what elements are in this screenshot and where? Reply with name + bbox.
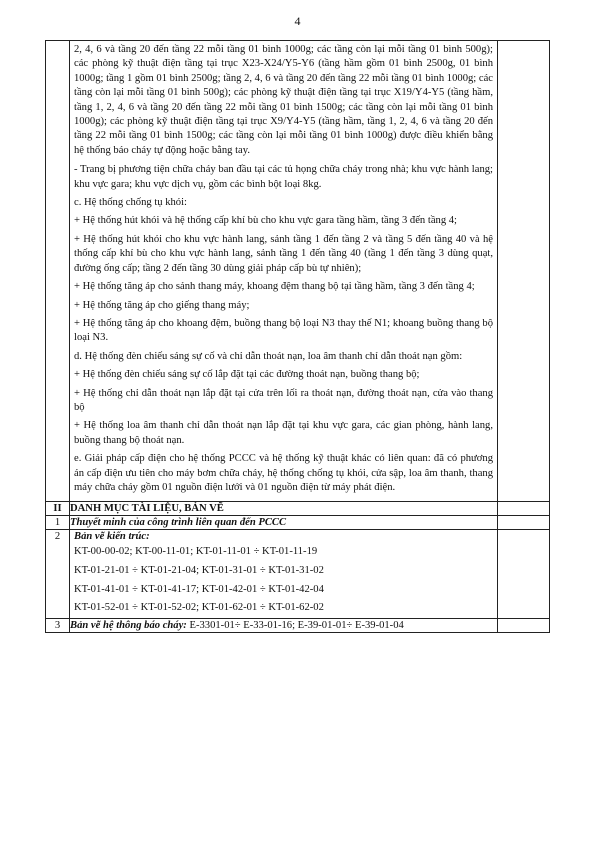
item-number: 1 <box>46 516 70 530</box>
paragraph-pressurization-stairs: + Hệ thống tăng áp cho khoang đệm, buồng thang bộ loại N3 thay thế N1; khoang buồng thang bộ loại N3. <box>74 317 493 344</box>
section-title: DANH MỤC TÀI LIỆU, BẢN VẼ <box>70 502 498 516</box>
table-row <box>46 516 550 530</box>
drawing-codes: E-3301-01÷ E-33-01-16; E-39-01-01÷ E-39-01-04 <box>186 619 404 631</box>
paragraph-fire-extinguishers: 2, 4, 6 và tầng 20 đến tầng 22 mỗi tầng 01 bình 1000g; các tầng còn lại mỗi tầng 01 bình 500g); các phòng kỹ thuật điện tầng tại trục X23-X24/Y5-Y6 (tầng hầm gồm 01 bình 2500g, 01 bình 1000g; tầng 1 gồm 01 bình 2500g; tầng 2, 4, 6 và tầng 20 đến tầng 22 mỗi tầng 01 bình 1000g; các tầng còn lại mỗi tầng 01 bình 500g); các phòng kỹ thuật điện tầng tại trục X19/Y4-Y5 (tầng hầm, tầng 1, 2, 4, 6 và tầng 20 đến tầng 22 mỗi tầng 01 bình 1500g; các tầng còn lại mỗi tầng 01 bình 1000g); các phòng kỹ thuật điện tầng tại trục X9/Y4-Y5 (tầng hầm, tầng 1, 2, 4, 6 và tầng 20 đến tầng 22 mỗi tầng 01 bình 1500g; các tầng còn lại mỗi tầng 01 bình 1000g) được điều khiển bằng hệ thống báo cháy tự động hoặc bằng tay. <box>74 44 493 156</box>
item-number: 3 <box>46 618 70 632</box>
drawing-list-line: KT-00-00-02; KT-00-11-01; KT-01-11-01 ÷ KT-01-11-19 <box>74 546 318 558</box>
row-number-cell <box>46 41 70 502</box>
paragraph-initial-equipment: - Trang bị phương tiện chữa cháy ban đầu tại các tủ họng chữa cháy trong nhà; khu vực hành lang; khu vực gara; khu vực dịch vụ, gồm các bình bột loại 8kg. <box>74 164 493 190</box>
content-row <box>46 41 550 502</box>
drawing-list-line: KT-01-52-01 ÷ KT-01-52-02; KT-01-62-01 ÷ KT-01-62-02 <box>74 602 324 614</box>
page-number: 4 <box>294 14 301 28</box>
paragraph-pressurization-shaft: + Hệ thống tăng áp cho giếng thang máy; <box>74 299 250 311</box>
table-row <box>46 530 550 618</box>
content-cell <box>70 41 498 502</box>
item-title: Thuyết minh của công trình liên quan đến PCCC <box>70 516 498 530</box>
paragraph-smoke-corridor: + Hệ thống hút khói cho khu vực hành lang, sảnh tầng 1 đến tầng 2 và tầng 5 đến tầng 40 và hệ thống cấp khí bù cho khu vực hành lang, sảnh tầng 1 đến tầng 40 (tầng 1 đến tầng 3 dùng quạt, đường ống cấp; tầng 2 đến tầng 30 dùng giải pháp cấp bù tự nhiên); <box>74 233 493 274</box>
heading-emergency-lighting: d. Hệ thống đèn chiếu sáng sự cố và chỉ dẫn thoát nạn, loa âm thanh chỉ dẫn thoát nạn gồm: <box>74 350 463 362</box>
paragraph-pressurization-lobby: + Hệ thống tăng áp cho sảnh thang máy, khoang đệm thang bộ tại tầng hầm, tầng 3 đến tầng 4; <box>74 281 475 293</box>
fire-alarm-drawings <box>70 618 498 632</box>
section-row <box>46 502 550 516</box>
paragraph-smoke-garage: + Hệ thống hút khói và hệ thống cấp khí bù cho khu vực gara tầng hầm, tầng 3 đến tầng 4; <box>74 215 457 227</box>
paragraph-exit-signs: + Hệ thống chỉ dẫn thoát nạn lắp đặt tại cửa trên lối ra thoát nạn, đường thoát nạn, cửa vào thang bộ <box>74 387 493 413</box>
item-number: 2 <box>46 530 70 618</box>
item-title: Bản vẽ hệ thông báo cháy: <box>70 619 187 631</box>
item-title: Bản vẽ kiến trúc: <box>74 531 150 543</box>
drawing-list-line: KT-01-41-01 ÷ KT-01-41-17; KT-01-42-01 ÷ KT-01-42-04 <box>74 583 324 595</box>
heading-smoke-control: c. Hệ thống chống tụ khói: <box>74 197 187 209</box>
document-table <box>45 40 550 633</box>
section-number: II <box>46 502 70 516</box>
drawing-list-line: KT-01-21-01 ÷ KT-01-21-04; KT-01-31-01 ÷ KT-01-31-02 <box>74 564 324 576</box>
paragraph-evacuation-speakers: + Hệ thống loa âm thanh chỉ dẫn thoát nạn lắp đặt tại khu vực gara, các gian phòng, hành lang, buồng thang bộ thoát nạn. <box>74 420 493 446</box>
table-row <box>46 618 550 632</box>
paragraph-emergency-lighting: + Hệ thống đèn chiếu sáng sự cố lắp đặt tại các đường thoát nạn, buồng thang bộ; <box>74 369 420 381</box>
notes-cell <box>498 41 550 502</box>
paragraph-power-supply: e. Giải pháp cấp điện cho hệ thống PCCC và hệ thống kỹ thuật khác có liên quan: đã có phương án cấp điện ưu tiên cho máy bơm chữa cháy, hệ thống chống tụ khói, cửa sập, loa âm thanh, thang máy chữa cháy gồm 01 nguồn điện lưới và 01 nguồn điện từ máy phát điện. <box>74 453 493 493</box>
